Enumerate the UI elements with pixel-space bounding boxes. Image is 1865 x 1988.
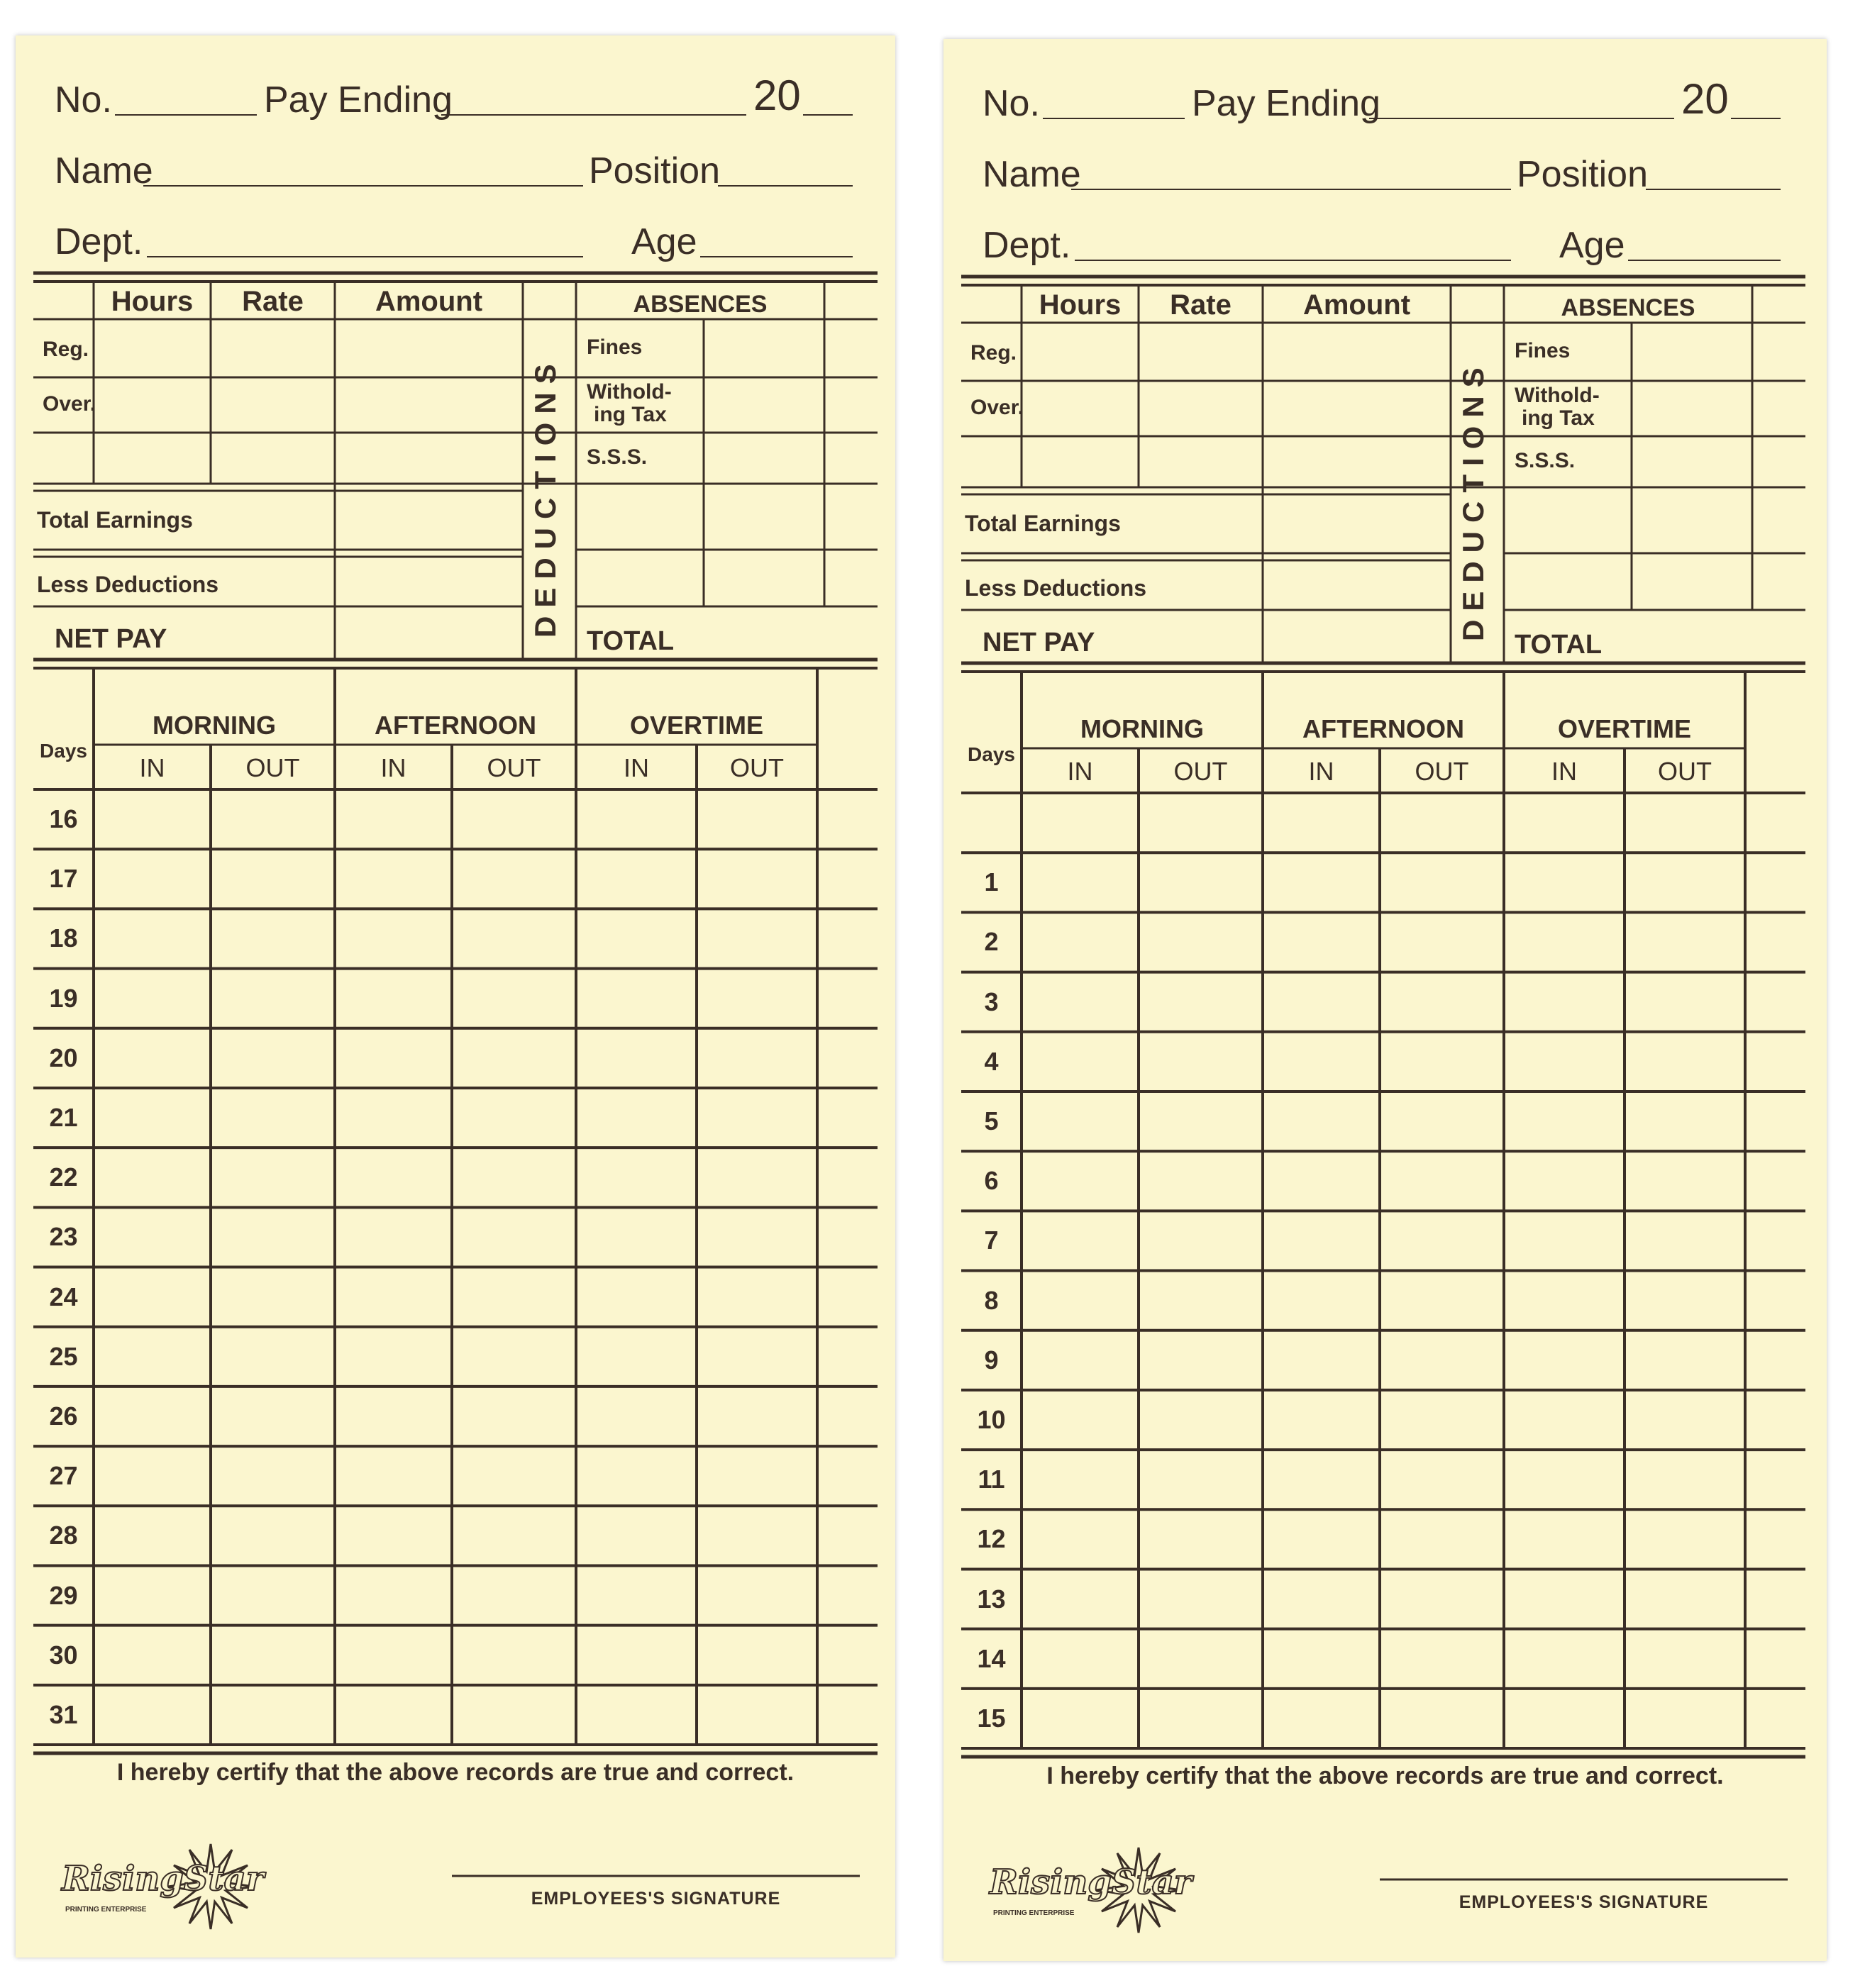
day-label: 24 [49, 1282, 78, 1311]
amount-header: Amount [375, 286, 483, 317]
day-label: 18 [49, 923, 78, 953]
out-header-2: OUT [1658, 757, 1712, 786]
total-earnings-label: Total Earnings [965, 511, 1121, 536]
day-label: 16 [49, 804, 78, 834]
day-label: 27 [49, 1461, 78, 1491]
year-prefix: 20 [753, 72, 801, 119]
in-header-2: IN [1551, 757, 1577, 786]
in-header-1: IN [1308, 757, 1334, 786]
age-label: Age [631, 221, 697, 262]
day-label: 25 [49, 1341, 78, 1371]
day-label: 8 [984, 1285, 999, 1315]
day-label: 10 [977, 1404, 1006, 1434]
day-label: 17 [49, 864, 78, 894]
in-header-1: IN [380, 753, 406, 782]
afternoon-header: AFTERNOON [375, 711, 536, 740]
no-label: No. [983, 83, 1040, 124]
day-label: 20 [49, 1043, 78, 1072]
fines-label: Fines [1515, 339, 1571, 362]
amount-header: Amount [1302, 289, 1411, 321]
day-label: 4 [984, 1046, 999, 1076]
out-header-2: OUT [730, 753, 784, 782]
day-label: 23 [49, 1222, 78, 1252]
day-label: 22 [49, 1162, 78, 1192]
sss-label: S.S.S. [587, 445, 648, 469]
out-header-0: OUT [245, 753, 300, 782]
time-card-first-half [943, 39, 1827, 1961]
day-label: 19 [49, 983, 78, 1013]
over-label: Over. [43, 392, 96, 416]
position-label: Position [589, 150, 720, 191]
total-label: TOTAL [1515, 630, 1603, 660]
day-label: 6 [984, 1166, 999, 1196]
hours-header: Hours [1039, 289, 1122, 321]
overtime-header: OVERTIME [1557, 714, 1691, 743]
pay-ending-label: Pay Ending [264, 79, 453, 121]
day-label: 30 [49, 1640, 78, 1670]
withholding-label-1: Withold- [587, 380, 672, 404]
days-header: Days [968, 743, 1015, 765]
day-label: 13 [977, 1584, 1006, 1614]
morning-header: MORNING [153, 711, 276, 740]
rate-header: Rate [242, 286, 304, 317]
in-header-2: IN [624, 753, 649, 782]
withholding-label-2: ing Tax [594, 403, 667, 426]
day-label: 28 [49, 1521, 78, 1550]
day-label: 9 [984, 1345, 999, 1375]
employee-signature-label: EMPLOYEES'S SIGNATURE [531, 1889, 781, 1909]
day-label: 5 [984, 1106, 999, 1136]
day-label: 31 [49, 1699, 78, 1729]
no-label: No. [55, 79, 112, 121]
over-label: Over. [970, 396, 1024, 419]
days-header: Days [40, 740, 87, 762]
dept-label: Dept. [983, 225, 1071, 266]
net-pay-label: NET PAY [983, 628, 1095, 657]
less-deductions-label: Less Deductions [37, 572, 219, 597]
employee-signature-label: EMPLOYEES'S SIGNATURE [1459, 1892, 1709, 1912]
age-label: Age [1559, 225, 1625, 266]
day-label: 7 [984, 1226, 999, 1255]
deductions-vertical-label: DEDUCTIONS [528, 355, 562, 638]
dept-label: Dept. [55, 221, 143, 262]
logo-subtitle: PRINTING ENTERPRISE [65, 1906, 147, 1914]
day-label: 15 [977, 1703, 1006, 1733]
year-prefix: 20 [1681, 75, 1729, 123]
reg-label: Reg. [970, 341, 1017, 365]
position-label: Position [1517, 154, 1648, 195]
logo-subtitle: PRINTING ENTERPRISE [993, 1909, 1075, 1917]
hours-header: Hours [111, 286, 194, 317]
out-header-1: OUT [1415, 757, 1469, 786]
absences-header: ABSENCES [633, 291, 768, 318]
day-label: 21 [49, 1103, 78, 1133]
absences-header: ABSENCES [1561, 294, 1695, 321]
day-label: 2 [984, 927, 999, 957]
overtime-header: OVERTIME [629, 711, 763, 740]
out-header-1: OUT [487, 753, 541, 782]
afternoon-header: AFTERNOON [1302, 714, 1464, 743]
rate-header: Rate [1170, 289, 1232, 321]
net-pay-label: NET PAY [55, 624, 167, 654]
card-grid-lines [943, 39, 1827, 1961]
reg-label: Reg. [43, 338, 89, 361]
card-grid-lines [16, 35, 895, 1958]
day-label: 26 [49, 1401, 78, 1431]
certify-statement: I hereby certify that the above records are true and correct. [116, 1759, 795, 1786]
less-deductions-label: Less Deductions [965, 575, 1147, 601]
day-label: 3 [984, 987, 999, 1016]
pay-ending-label: Pay Ending [1192, 83, 1380, 124]
logo-wordmark: RisingStar [990, 1862, 1192, 1902]
deductions-vertical-label: DEDUCTIONS [1456, 359, 1490, 641]
time-card-second-half [16, 35, 895, 1958]
day-label: 29 [49, 1580, 78, 1610]
name-label: Name [983, 154, 1081, 195]
in-header-0: IN [1067, 757, 1093, 786]
day-label: 1 [984, 867, 999, 897]
fines-label: Fines [587, 335, 643, 359]
name-label: Name [55, 150, 153, 191]
total-label: TOTAL [587, 626, 675, 656]
day-label: 11 [978, 1465, 1005, 1494]
morning-header: MORNING [1080, 714, 1204, 743]
withholding-label-1: Withold- [1515, 384, 1600, 407]
in-header-0: IN [139, 753, 165, 782]
total-earnings-label: Total Earnings [37, 507, 193, 533]
day-label: 14 [977, 1643, 1006, 1673]
logo-wordmark: RisingStar [62, 1859, 265, 1899]
day-label: 12 [977, 1524, 1006, 1554]
out-header-0: OUT [1173, 757, 1228, 786]
certify-statement: I hereby certify that the above records are true and correct. [1046, 1762, 1724, 1789]
withholding-label-2: ing Tax [1522, 406, 1595, 430]
sss-label: S.S.S. [1515, 449, 1576, 472]
